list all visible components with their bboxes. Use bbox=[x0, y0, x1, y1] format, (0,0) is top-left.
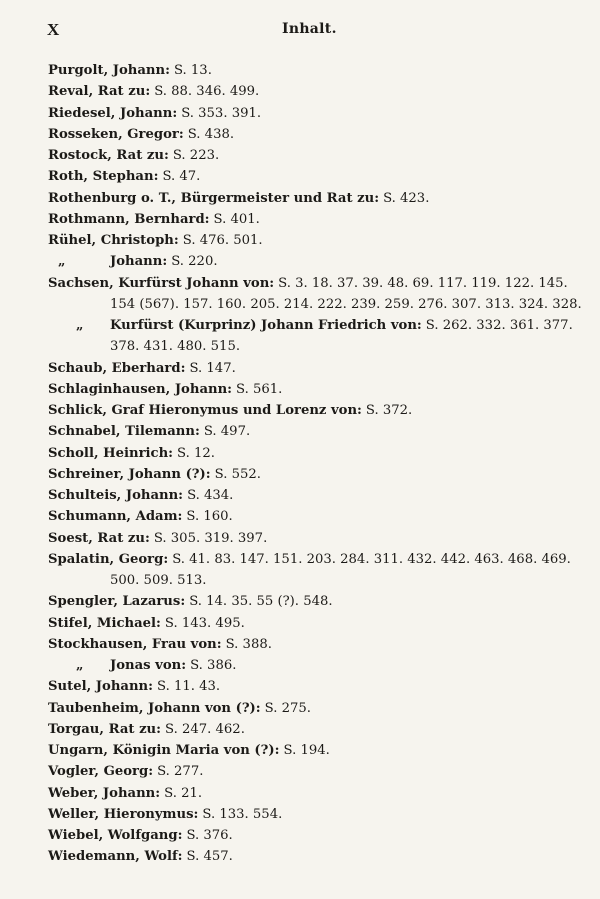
entry-continuation-line bbox=[0, 570, 600, 591]
page-references: S. 353. 391. bbox=[181, 105, 262, 121]
index-entry bbox=[0, 655, 600, 676]
page-references: S. 275. bbox=[264, 700, 311, 716]
index-entry bbox=[0, 358, 600, 379]
page-references: S. 376. bbox=[186, 828, 233, 843]
entry-heading: Sutel, Johann: bbox=[48, 679, 153, 695]
index-entry bbox=[0, 634, 600, 655]
page-references: S. 220. bbox=[171, 254, 218, 270]
entry-heading: Rostock, Rat zu: bbox=[48, 148, 169, 163]
entry-heading: Scholl, Heinrich: bbox=[48, 445, 174, 461]
entry-first-line bbox=[0, 783, 600, 804]
entry-first-line bbox=[0, 655, 600, 676]
index-entry bbox=[0, 230, 600, 251]
index-entry bbox=[0, 145, 600, 166]
entry-first-line bbox=[0, 719, 600, 740]
index-entry bbox=[0, 846, 600, 867]
entry-heading: Schnabel, Tilemann: bbox=[48, 424, 200, 440]
entry-first-line bbox=[0, 209, 600, 230]
entry-heading: Schumann, Adam: bbox=[48, 509, 183, 525]
index-entry bbox=[0, 591, 600, 612]
index-entry bbox=[0, 783, 600, 804]
index-entry bbox=[0, 209, 600, 230]
page-references: S. 262. 332. 361. 377. bbox=[425, 318, 573, 333]
page-references: S. 47. bbox=[162, 169, 201, 185]
index-entry bbox=[0, 379, 600, 400]
entry-first-line bbox=[0, 485, 600, 506]
page-references: S. 160. bbox=[186, 509, 233, 525]
entry-heading: Taubenheim, Johann von (?): bbox=[48, 700, 261, 716]
entry-heading: Weller, Hieronymus: bbox=[48, 806, 199, 822]
entry-first-line bbox=[0, 634, 600, 655]
page-references: S. 247. 462. bbox=[165, 721, 245, 737]
entry-heading: Weber, Johann: bbox=[48, 785, 161, 801]
entry-heading: Stifel, Michael: bbox=[48, 615, 161, 631]
entry-heading: Schlaginhausen, Johann: bbox=[48, 381, 233, 397]
index-entry bbox=[0, 464, 600, 485]
entry-heading: Sachsen, Kurfürst Johann von: bbox=[48, 275, 275, 291]
entry-heading: Stockhausen, Frau von: bbox=[48, 636, 222, 652]
page-references: S. 372. bbox=[365, 403, 413, 418]
entry-first-line bbox=[0, 613, 600, 634]
entry-first-line bbox=[0, 421, 600, 442]
entry-heading: Vogler, Georg: bbox=[48, 764, 154, 780]
entry-heading: Rothmann, Bernhard: bbox=[48, 211, 210, 227]
entry-heading: Purgolt, Johann: bbox=[48, 63, 170, 78]
entry-first-line bbox=[0, 549, 600, 570]
index-entry bbox=[0, 719, 600, 740]
entry-first-line bbox=[0, 825, 600, 846]
page-references: S. 434. bbox=[187, 488, 234, 503]
page-references: S. 3. 18. 37. 39. 48. 69. 117. 119. 122. 145. bbox=[278, 275, 568, 291]
entry-heading: Schaub, Eberhard: bbox=[48, 360, 186, 376]
index-entry bbox=[0, 103, 600, 124]
entry-first-line bbox=[0, 81, 600, 102]
index-entry bbox=[0, 166, 600, 187]
entry-first-line bbox=[0, 315, 600, 336]
entry-first-line bbox=[0, 166, 600, 187]
page-references: 154 (567). 157. 160. 205. 214. 222. 239. 259. 276. 307. 313. 324. 328. bbox=[110, 296, 582, 312]
ditto-mark: „ bbox=[76, 658, 84, 673]
page-references: S. 133. 554. bbox=[202, 806, 283, 822]
entry-heading: Rothenburg o. T., Bürgermeister und Rat zu: bbox=[48, 190, 380, 206]
page-references: S. 41. 83. 147. 151. 203. 284. 311. 432. 442. 463. 468. 469. bbox=[172, 551, 571, 567]
entry-continuation-line bbox=[0, 336, 600, 357]
entry-heading: Soest, Rat zu: bbox=[48, 530, 150, 546]
page-references: S. 143. 495. bbox=[164, 615, 245, 631]
page-number: X bbox=[47, 20, 60, 39]
index-entry bbox=[0, 124, 600, 145]
entry-heading: Schulteis, Johann: bbox=[48, 488, 184, 503]
index-entry bbox=[0, 188, 600, 209]
index-entry bbox=[0, 613, 600, 634]
index-entry bbox=[0, 273, 600, 316]
page-references: S. 423. bbox=[383, 190, 430, 206]
entry-heading: Wiedemann, Wolf: bbox=[48, 849, 183, 865]
page-references: S. 277. bbox=[157, 764, 204, 780]
index-entry bbox=[0, 400, 600, 421]
index-list bbox=[0, 60, 600, 868]
index-entry bbox=[0, 528, 600, 549]
entry-first-line bbox=[0, 273, 600, 294]
ditto-mark: „ bbox=[76, 318, 84, 333]
entry-first-line bbox=[0, 698, 600, 719]
entry-first-line bbox=[0, 358, 600, 379]
entry-first-line bbox=[0, 60, 600, 81]
entry-heading: Schlick, Graf Hieronymus und Lorenz von: bbox=[48, 403, 362, 418]
index-entry bbox=[0, 676, 600, 697]
entry-first-line bbox=[0, 464, 600, 485]
entry-first-line bbox=[0, 804, 600, 825]
entry-first-line bbox=[0, 379, 600, 400]
index-entry bbox=[0, 485, 600, 506]
entry-first-line bbox=[0, 740, 600, 761]
index-entry bbox=[0, 698, 600, 719]
entry-heading: Reval, Rat zu: bbox=[48, 84, 151, 100]
entry-first-line bbox=[0, 443, 600, 464]
entry-first-line bbox=[0, 230, 600, 251]
page-references: S. 476. 501. bbox=[182, 233, 263, 248]
entry-first-line bbox=[0, 124, 600, 145]
index-entry bbox=[0, 740, 600, 761]
entry-heading: Jonas von: bbox=[110, 658, 187, 673]
entry-first-line bbox=[0, 251, 600, 272]
index-entry bbox=[0, 251, 600, 272]
page-references: S. 223. bbox=[172, 148, 220, 163]
entry-heading: Riedesel, Johann: bbox=[48, 105, 178, 121]
entry-first-line bbox=[0, 591, 600, 612]
page-references: S. 401. bbox=[213, 211, 260, 227]
page-references: S. 12. bbox=[177, 445, 215, 461]
page-references: S. 21. bbox=[164, 785, 203, 801]
entry-heading: Schreiner, Johann (?): bbox=[48, 466, 211, 482]
page-references: S. 561. bbox=[236, 381, 283, 397]
page-references: S. 388. bbox=[225, 636, 272, 652]
index-entry bbox=[0, 421, 600, 442]
entry-first-line bbox=[0, 846, 600, 867]
page-header bbox=[0, 20, 600, 44]
entry-heading: Wiebel, Wolfgang: bbox=[48, 828, 183, 843]
index-entry bbox=[0, 315, 600, 358]
page-references: S. 147. bbox=[189, 360, 236, 376]
entry-heading: Spalatin, Georg: bbox=[48, 551, 169, 567]
page-references: 500. 509. 513. bbox=[110, 573, 207, 588]
index-entry bbox=[0, 825, 600, 846]
entry-heading: Roth, Stephan: bbox=[48, 169, 159, 185]
index-entry bbox=[0, 761, 600, 782]
page-references: S. 13. bbox=[173, 63, 212, 78]
entry-heading: Rühel, Christoph: bbox=[48, 233, 179, 248]
page-references: S. 457. bbox=[186, 849, 233, 865]
entry-heading: Rosseken, Gregor: bbox=[48, 126, 184, 142]
page-references: S. 11. 43. bbox=[157, 679, 221, 695]
entry-heading: Torgau, Rat zu: bbox=[48, 721, 162, 737]
page-references: 378. 431. 480. 515. bbox=[110, 339, 241, 355]
entry-first-line bbox=[0, 506, 600, 527]
entry-first-line bbox=[0, 103, 600, 124]
index-entry bbox=[0, 506, 600, 527]
page-references: S. 14. 35. 55 (?). 548. bbox=[189, 594, 333, 610]
index-entry bbox=[0, 81, 600, 102]
page-references: S. 497. bbox=[203, 424, 251, 440]
entry-heading: Johann: bbox=[110, 254, 168, 270]
page-references: S. 194. bbox=[283, 743, 330, 758]
entry-heading: Kurfürst (Kurprinz) Johann Friedrich von: bbox=[110, 318, 422, 333]
index-entry bbox=[0, 60, 600, 81]
running-title: Inhalt. bbox=[282, 21, 337, 37]
page-references: S. 552. bbox=[214, 466, 261, 482]
entry-first-line bbox=[0, 528, 600, 549]
ditto-mark: „ bbox=[58, 254, 66, 270]
index-entry bbox=[0, 443, 600, 464]
entry-first-line bbox=[0, 145, 600, 166]
entry-continuation-line bbox=[0, 294, 600, 315]
entry-heading: Ungarn, Königin Maria von (?): bbox=[48, 743, 280, 758]
entry-first-line bbox=[0, 400, 600, 421]
entry-first-line bbox=[0, 188, 600, 209]
page-references: S. 305. 319. 397. bbox=[153, 530, 268, 546]
entry-first-line bbox=[0, 676, 600, 697]
index-entry bbox=[0, 549, 600, 592]
entry-first-line bbox=[0, 761, 600, 782]
entry-heading: Spengler, Lazarus: bbox=[48, 594, 186, 610]
index-entry bbox=[0, 804, 600, 825]
page-references: S. 88. 346. 499. bbox=[154, 84, 260, 100]
page-references: S. 386. bbox=[190, 658, 237, 673]
page-references: S. 438. bbox=[187, 126, 235, 142]
